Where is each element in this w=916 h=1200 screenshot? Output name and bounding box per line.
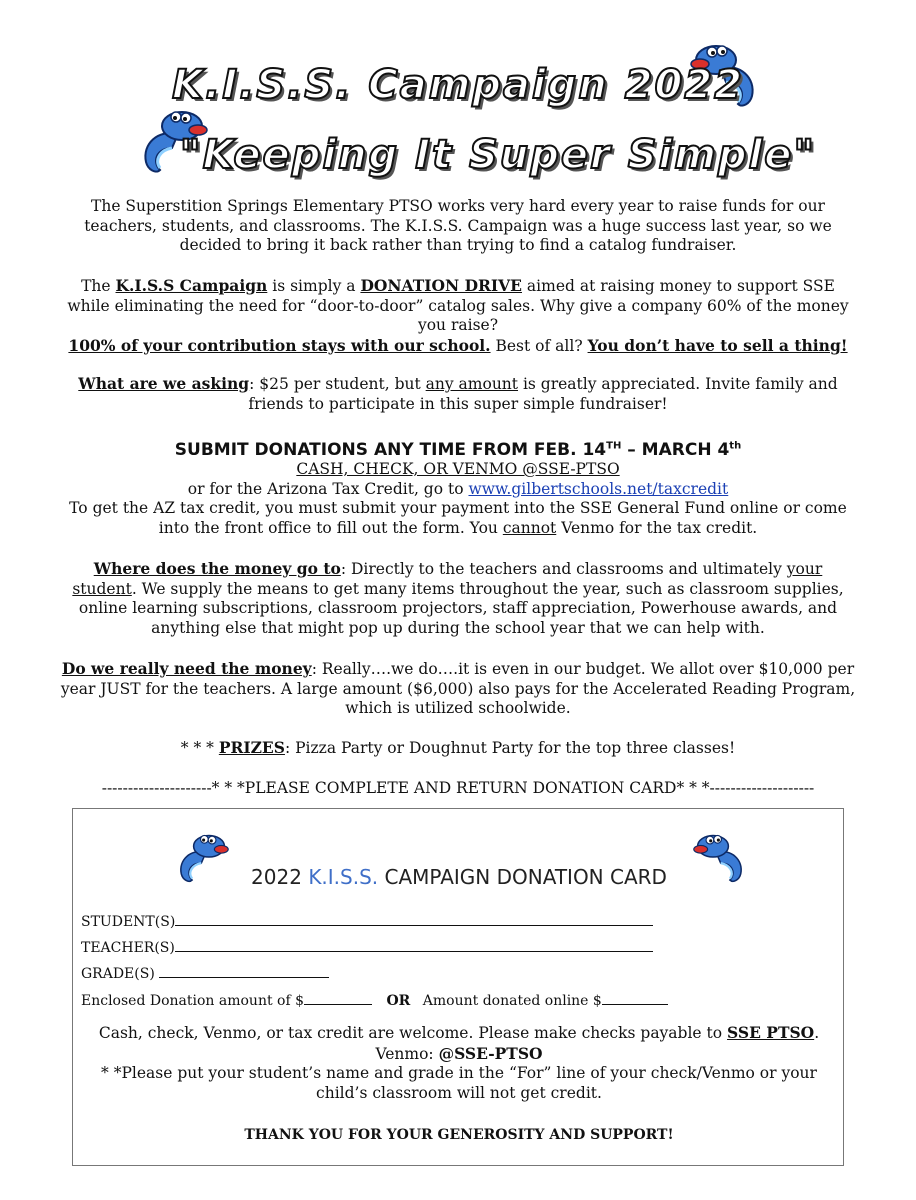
card-title: 2022 K.I.S.S. CAMPAIGN DONATION CARD — [251, 865, 667, 889]
payable-text: Cash, check, Venmo, or tax credit are welcome. Please make checks payable to SSE PTSO. Venmo: @SSE-PTSO * *Please put your student’s name and grade in the “For” line of your check/Venmo or your child’s classroom will not get credit. — [98, 1023, 820, 1102]
campaign-text: is simply a — [267, 277, 361, 295]
amount-fields[interactable] — [81, 990, 668, 1009]
donation-drive-label: DONATION DRIVE — [360, 276, 522, 295]
taxcredit-text: or for the Arizona Tax Credit, go to — [187, 479, 469, 498]
asking-text: : $25 per student, but — [249, 375, 426, 393]
student-input-line[interactable] — [175, 911, 653, 926]
no-selling-statement: You don’t have to sell a thing! — [587, 335, 848, 355]
asking-paragraph — [60, 374, 856, 414]
campaign-text: The — [81, 277, 116, 295]
card-note: * *Please put your student’s name and grade in the “For” line of your check/Venmo or your child’s classroom will not get credit. — [101, 1064, 817, 1102]
online-amount-line[interactable] — [602, 990, 668, 1005]
money-paragraph — [60, 559, 856, 638]
prizes-label: PRIZES — [218, 738, 285, 757]
money-label: Where does the money go to — [93, 559, 341, 578]
thank-you-line: THANK YOU FOR YOUR GENEROSITY AND SUPPORT! — [244, 1127, 674, 1143]
student-label: STUDENT(S) — [81, 914, 176, 930]
grade-field[interactable] — [81, 963, 329, 982]
student-field[interactable] — [81, 911, 653, 930]
cut-divider: ---------------------* * *PLEASE COMPLETE AND RETURN DONATION CARD* * *-------------------- — [101, 779, 815, 797]
campaign-text: aimed at raising money to support SSE while eliminating the need for “door-to-door” catalog sales. Why give a company 60% of the money you raise? — [67, 277, 849, 334]
submit-section — [60, 436, 856, 538]
money-text: : Directly to the teachers and classrooms and ultimately — [340, 560, 787, 578]
campaign-text: Best of all? — [490, 336, 588, 355]
enclosed-amount-line[interactable] — [304, 990, 372, 1005]
grade-input-line[interactable] — [159, 963, 329, 978]
need-label: Do we really need the money — [61, 659, 312, 678]
contribution-statement: 100% of your contribution stays with our school. — [68, 335, 491, 355]
enclosed-label: Enclosed Donation amount of $ — [81, 993, 305, 1009]
money-text: . We supply the means to get many items throughout the year, such as classroom supplies, online learning subscriptions, classroom projectors, staff appreciation, Powerhouse awards, and anything else that might pop up during the school year that we can help with. — [78, 579, 844, 637]
payment-methods: CASH, CHECK, OR VENMO @SSE-PTSO — [296, 460, 620, 479]
submit-heading: SUBMIT DONATIONS ANY TIME FROM FEB. 14TH – MARCH 4th — [174, 439, 742, 460]
teacher-input-line[interactable] — [175, 937, 653, 952]
teacher-label: TEACHER(S) — [81, 940, 175, 956]
need-paragraph — [60, 659, 856, 719]
teacher-field[interactable] — [81, 937, 653, 956]
donation-card — [72, 808, 844, 1166]
taxcredit-link[interactable]: www.gilbertschools.net/taxcredit — [468, 479, 729, 498]
online-label: Amount donated online $ — [422, 993, 602, 1009]
prizes-text: : Pizza Party or Doughnut Party for the top three classes! — [284, 739, 736, 757]
payee-name: SSE PTSO — [727, 1023, 815, 1042]
prizes-line: * * * PRIZES: Pizza Party or Doughnut Party for the top three classes! — [180, 738, 736, 757]
campaign-paragraph — [60, 276, 856, 356]
need-text: : Really….we do….it is even in our budget. We allot over $10,000 per year JUST for the teachers. A large amount ($6,000) also pays for the Accelerated Reading Program, which is utilized schoolwide. — [60, 660, 856, 717]
page-title: K.I.S.S. Campaign 2022 — [172, 62, 744, 108]
az-taxcredit-text: cannot — [502, 518, 557, 537]
az-taxcredit-text: Venmo for the tax credit. — [556, 518, 758, 537]
page-subtitle: "Keeping It Super Simple" — [179, 132, 817, 178]
asking-text: is greatly appreciated. Invite family and friends to participate in this super simple fundraiser! — [248, 375, 838, 413]
venmo-handle: @SSE-PTSO — [438, 1043, 543, 1063]
asking-label: What are we asking — [78, 374, 250, 393]
or-label: OR — [386, 993, 411, 1009]
az-taxcredit-text: To get the AZ tax credit, you must submit your payment into the SSE General Fund online or come into the front office to fill out the form. You — [69, 499, 847, 537]
campaign-name: K.I.S.S Campaign — [115, 276, 268, 295]
asking-text: any amount — [425, 375, 519, 393]
money-text: your student — [72, 560, 823, 598]
grade-label: GRADE(S) — [81, 966, 160, 982]
intro-paragraph: The Superstition Springs Elementary PTSO works very hard every year to raise funds for our teachers, students, and classrooms. The K.I.S.S. Campaign was a huge success last year, so we decided to bring it back rather than trying to find a catalog fundraiser. — [84, 197, 832, 254]
